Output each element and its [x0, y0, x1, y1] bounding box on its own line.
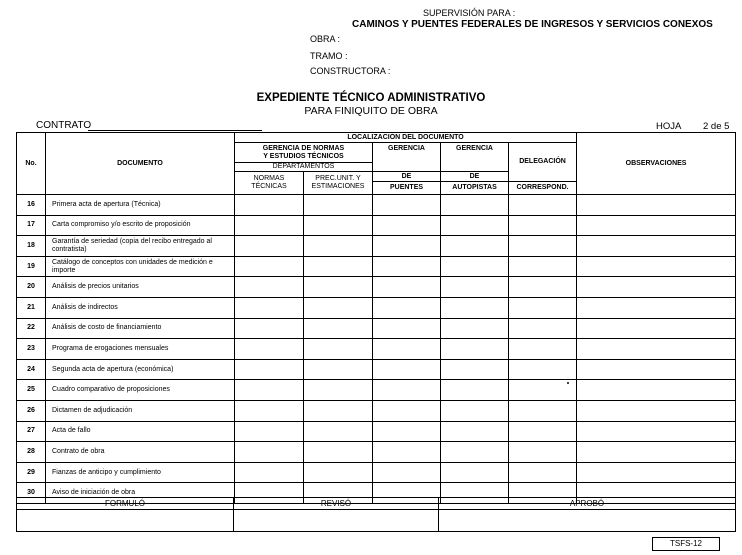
- cell-normas-tecnicas[interactable]: [235, 236, 304, 257]
- prec-line2: ESTIMACIONES: [311, 183, 365, 190]
- cell-delegacion[interactable]: [509, 421, 577, 442]
- col-header-delegacion-top: DELEGACIÓN: [509, 143, 577, 182]
- cell-autopistas[interactable]: [441, 236, 509, 257]
- document-title: EXPEDIENTE TÉCNICO ADMINISTRATIVO: [256, 92, 486, 104]
- cell-observaciones[interactable]: [577, 400, 736, 421]
- col-header-correspond: CORRESPOND.: [509, 182, 577, 195]
- cell-prec-unit[interactable]: [304, 339, 373, 360]
- cell-normas-tecnicas[interactable]: [235, 277, 304, 298]
- cell-normas-tecnicas[interactable]: [235, 400, 304, 421]
- table-row: [17, 400, 736, 421]
- gerencia-normas-line1: GERENCIA DE NORMAS: [262, 144, 345, 152]
- cell-autopistas[interactable]: [441, 400, 509, 421]
- cell-autopistas[interactable]: [441, 318, 509, 339]
- row-document: Garantía de seriedad (copia del recibo entregado al contratista): [46, 236, 235, 257]
- col-header-autopistas: AUTOPISTAS: [441, 182, 509, 195]
- cell-puentes[interactable]: [373, 400, 441, 421]
- col-header-gerencia-normas: [235, 143, 373, 163]
- row-number: 19: [17, 256, 46, 277]
- col-header-normas-tecnicas: [235, 172, 304, 195]
- cell-autopistas[interactable]: [441, 380, 509, 401]
- cell-observaciones[interactable]: [577, 442, 736, 463]
- prec-line1: PREC.UNIT. Y: [315, 175, 361, 182]
- cell-observaciones[interactable]: [577, 359, 736, 380]
- signature-table: [16, 497, 736, 532]
- cell-prec-unit[interactable]: [304, 256, 373, 277]
- cell-puentes[interactable]: [373, 195, 441, 216]
- cell-prec-unit[interactable]: [304, 462, 373, 483]
- col-header-prec-unit: [304, 172, 373, 195]
- document-subtitle: PARA FINIQUITO DE OBRA: [304, 105, 438, 117]
- col-header-documento: DOCUMENTO: [46, 133, 235, 195]
- table-row: [17, 195, 736, 216]
- row-document: Contrato de obra: [46, 442, 235, 463]
- agency-name: CAMINOS Y PUENTES FEDERALES DE INGRESOS Y SERVICIOS CONEXOS: [352, 19, 713, 30]
- cell-delegacion[interactable]: [509, 318, 577, 339]
- cell-prec-unit[interactable]: [304, 297, 373, 318]
- col-header-localizacion: LOCALIZACIÓN DEL DOCUMENTO: [235, 133, 577, 143]
- cell-prec-unit[interactable]: [304, 277, 373, 298]
- row-document: Análisis de indirectos: [46, 297, 235, 318]
- col-header-observaciones: OBSERVACIONES: [577, 133, 736, 195]
- cell-delegacion[interactable]: [509, 400, 577, 421]
- cell-delegacion[interactable]: [509, 297, 577, 318]
- tramo-label: TRAMO :: [310, 51, 348, 61]
- speck-mark: [567, 382, 569, 384]
- cell-observaciones[interactable]: [577, 421, 736, 442]
- cell-prec-unit[interactable]: [304, 442, 373, 463]
- cell-delegacion[interactable]: [509, 339, 577, 360]
- row-document: Dictamen de adjudicación: [46, 400, 235, 421]
- formulo-signature-field[interactable]: [17, 510, 234, 532]
- cell-normas-tecnicas[interactable]: [235, 442, 304, 463]
- row-number: 16: [17, 195, 46, 216]
- hoja-value: 2 de 5: [703, 121, 730, 132]
- col-header-gerencia-puentes-top: GERENCIA: [373, 143, 441, 172]
- row-number: 25: [17, 380, 46, 401]
- cell-normas-tecnicas[interactable]: [235, 195, 304, 216]
- table-row: [17, 421, 736, 442]
- formulo-label: FORMULÓ: [17, 498, 234, 510]
- form-code: TSFS-12: [652, 537, 720, 551]
- cell-normas-tecnicas[interactable]: [235, 256, 304, 277]
- row-number: 21: [17, 297, 46, 318]
- cell-observaciones[interactable]: [577, 236, 736, 257]
- contrato-label: CONTRATO: [36, 120, 92, 131]
- cell-observaciones[interactable]: [577, 195, 736, 216]
- cell-puentes[interactable]: [373, 442, 441, 463]
- cell-prec-unit[interactable]: [304, 380, 373, 401]
- cell-delegacion[interactable]: [509, 236, 577, 257]
- reviso-label: REVISÓ: [234, 498, 439, 510]
- cell-normas-tecnicas[interactable]: [235, 380, 304, 401]
- cell-observaciones[interactable]: [577, 462, 736, 483]
- cell-observaciones[interactable]: [577, 256, 736, 277]
- gerencia-normas-line2: Y ESTUDIOS TÉCNICOS: [263, 152, 344, 160]
- table-row: [17, 236, 736, 257]
- cell-normas-tecnicas[interactable]: [235, 359, 304, 380]
- row-number: 17: [17, 215, 46, 236]
- cell-observaciones[interactable]: [577, 215, 736, 236]
- row-document: Catálogo de conceptos con unidades de medición e importe: [46, 256, 235, 277]
- aprobo-label: APROBÓ: [439, 498, 736, 510]
- row-number: 29: [17, 462, 46, 483]
- row-number: 30: [17, 483, 46, 504]
- row-document: Carta compromiso y/o escrito de proposición: [46, 215, 235, 236]
- cell-puentes[interactable]: [373, 318, 441, 339]
- cell-autopistas[interactable]: [441, 297, 509, 318]
- table-row: [17, 318, 736, 339]
- cell-observaciones[interactable]: [577, 318, 736, 339]
- cell-prec-unit[interactable]: [304, 359, 373, 380]
- cell-autopistas[interactable]: [441, 256, 509, 277]
- normas-line1: NORMAS: [253, 175, 285, 182]
- cell-prec-unit[interactable]: [304, 400, 373, 421]
- cell-puentes[interactable]: [373, 256, 441, 277]
- col-header-gerencia-de: DE: [373, 172, 441, 182]
- aprobo-signature-field[interactable]: [439, 510, 736, 532]
- cell-prec-unit[interactable]: [304, 215, 373, 236]
- col-header-no: No.: [17, 133, 46, 195]
- cell-normas-tecnicas[interactable]: [235, 215, 304, 236]
- cell-puentes[interactable]: [373, 236, 441, 257]
- cell-observaciones[interactable]: [577, 339, 736, 360]
- row-document: Aviso de iniciación de obra: [46, 483, 235, 504]
- row-document: Análisis de precios unitarios: [46, 277, 235, 298]
- row-number: 27: [17, 421, 46, 442]
- table-row: [17, 256, 736, 277]
- cell-normas-tecnicas[interactable]: [235, 339, 304, 360]
- cell-autopistas[interactable]: [441, 215, 509, 236]
- cell-observaciones[interactable]: [577, 297, 736, 318]
- cell-normas-tecnicas[interactable]: [235, 318, 304, 339]
- cell-delegacion[interactable]: [509, 195, 577, 216]
- cell-normas-tecnicas[interactable]: [235, 462, 304, 483]
- reviso-signature-field[interactable]: [234, 510, 439, 532]
- table-row: [17, 277, 736, 298]
- cell-delegacion[interactable]: [509, 256, 577, 277]
- cell-puentes[interactable]: [373, 462, 441, 483]
- cell-delegacion[interactable]: [509, 215, 577, 236]
- row-document: Primera acta de apertura (Técnica): [46, 195, 235, 216]
- supervision-label: SUPERVISIÓN PARA :: [423, 8, 516, 18]
- cell-normas-tecnicas[interactable]: [235, 297, 304, 318]
- table-row: [17, 462, 736, 483]
- cell-autopistas[interactable]: [441, 195, 509, 216]
- cell-autopistas[interactable]: [441, 462, 509, 483]
- row-number: 23: [17, 339, 46, 360]
- table-row: [17, 297, 736, 318]
- cell-autopistas[interactable]: [441, 421, 509, 442]
- row-number: 18: [17, 236, 46, 257]
- table-row: [17, 359, 736, 380]
- row-document: Cuadro comparativo de proposiciones: [46, 380, 235, 401]
- cell-puentes[interactable]: [373, 421, 441, 442]
- cell-puentes[interactable]: [373, 297, 441, 318]
- cell-observaciones[interactable]: [577, 380, 736, 401]
- documents-table: [16, 132, 736, 504]
- hoja-label: HOJA: [656, 121, 682, 132]
- table-row: [17, 442, 736, 463]
- cell-delegacion[interactable]: [509, 462, 577, 483]
- row-document: Fianzas de anticipo y cumplimiento: [46, 462, 235, 483]
- row-number: 24: [17, 359, 46, 380]
- cell-observaciones[interactable]: [577, 277, 736, 298]
- cell-autopistas[interactable]: [441, 359, 509, 380]
- row-number: 22: [17, 318, 46, 339]
- cell-puentes[interactable]: [373, 339, 441, 360]
- row-document: Programa de erogaciones mensuales: [46, 339, 235, 360]
- cell-puentes[interactable]: [373, 215, 441, 236]
- table-row: [17, 339, 736, 360]
- col-header-gerencia-de-2: DE: [441, 172, 509, 182]
- cell-prec-unit[interactable]: [304, 236, 373, 257]
- row-document: Acta de fallo: [46, 421, 235, 442]
- cell-autopistas[interactable]: [441, 277, 509, 298]
- cell-autopistas[interactable]: [441, 442, 509, 463]
- row-number: 28: [17, 442, 46, 463]
- row-document: Segunda acta de apertura (económica): [46, 359, 235, 380]
- cell-delegacion[interactable]: [509, 359, 577, 380]
- table-row: [17, 380, 736, 401]
- cell-delegacion[interactable]: [509, 277, 577, 298]
- cell-normas-tecnicas[interactable]: [235, 421, 304, 442]
- cell-prec-unit[interactable]: [304, 318, 373, 339]
- table-row: [17, 215, 736, 236]
- cell-autopistas[interactable]: [441, 339, 509, 360]
- col-header-puentes: PUENTES: [373, 182, 441, 195]
- cell-puentes[interactable]: [373, 277, 441, 298]
- obra-label: OBRA :: [310, 34, 341, 44]
- cell-delegacion[interactable]: [509, 442, 577, 463]
- cell-prec-unit[interactable]: [304, 421, 373, 442]
- col-header-gerencia-autopistas-top: GERENCIA: [441, 143, 509, 172]
- cell-prec-unit[interactable]: [304, 195, 373, 216]
- normas-line2: TÉCNICAS: [251, 183, 287, 190]
- constructora-label: CONSTRUCTORA :: [310, 66, 391, 76]
- cell-puentes[interactable]: [373, 359, 441, 380]
- contrato-field[interactable]: [88, 130, 262, 131]
- col-header-departamentos: DEPARTAMENTOS: [235, 163, 373, 172]
- row-number: 20: [17, 277, 46, 298]
- row-number: 26: [17, 400, 46, 421]
- cell-puentes[interactable]: [373, 380, 441, 401]
- row-document: Análisis de costo de financiamiento: [46, 318, 235, 339]
